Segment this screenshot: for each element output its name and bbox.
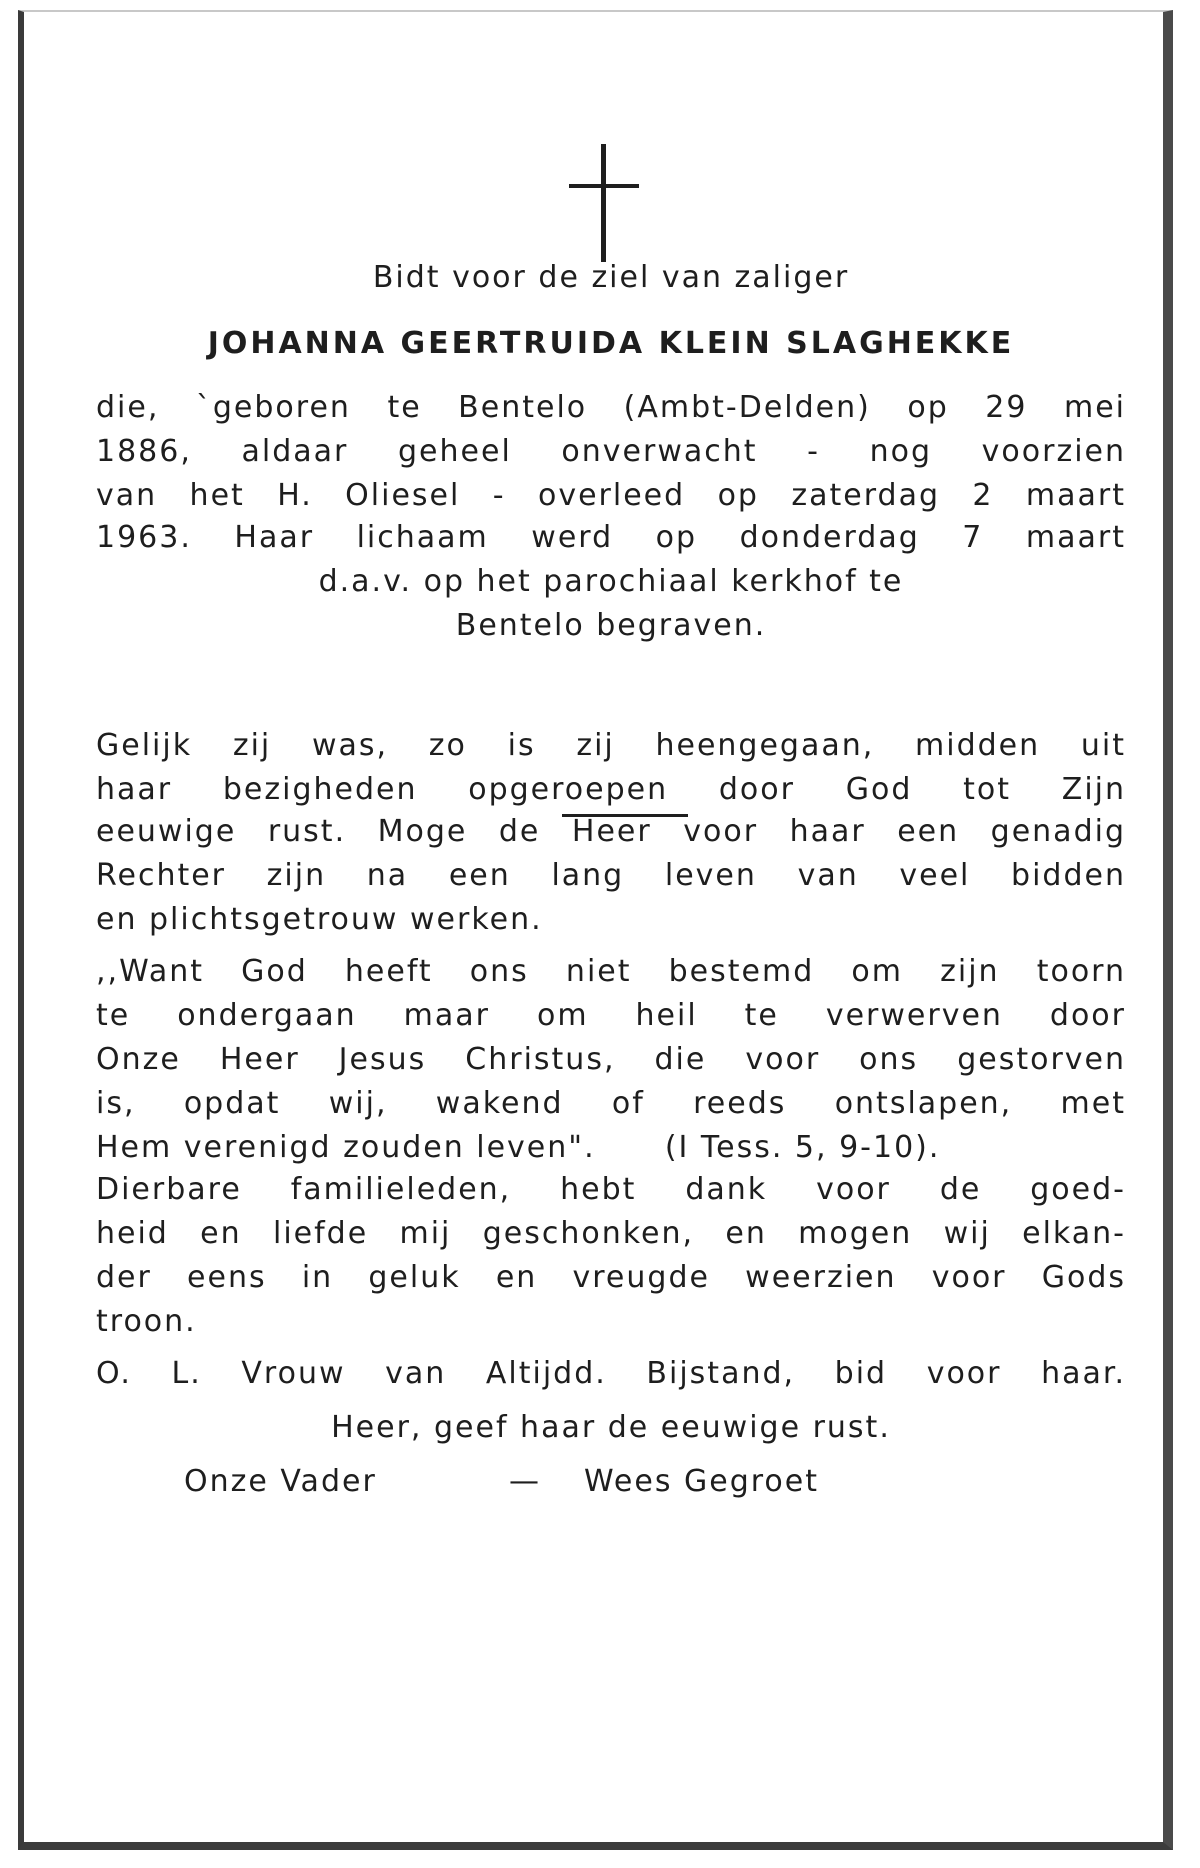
scripture-line: Onze Heer Jesus Christus, die voor ons gestorven bbox=[96, 1042, 1126, 1077]
scripture-line: te ondergaan maar om heil te verwerven door bbox=[96, 998, 1126, 1033]
reflection-line: eeuwige rust. Moge de Heer voor haar een genadig bbox=[96, 814, 1126, 849]
reflection-line: en plichtsgetrouw werken. bbox=[96, 902, 543, 937]
farewell-line: Dierbare familieleden, hebt dank voor de goed- bbox=[96, 1172, 1126, 1207]
closing-invocation: O. L. Vrouw van Altijdd. Bijstand, bid voor haar. bbox=[96, 1356, 1126, 1391]
prayer-onze-vader: Onze Vader bbox=[184, 1464, 377, 1499]
farewell-line: der eens in geluk en vreugde weerzien voor Gods bbox=[96, 1260, 1126, 1295]
farewell-line: heid en liefde mij geschonken, en mogen wij elkan- bbox=[96, 1216, 1126, 1251]
prayer-wees-gegroet: Wees Gegroet bbox=[584, 1464, 819, 1499]
biography-line: die, `geboren te Bentelo (Ambt-Delden) op 29 mei bbox=[96, 390, 1126, 425]
reflection-line: Rechter zijn na een lang leven van veel bidden bbox=[96, 858, 1126, 893]
biography-line: van het H. Oliesel - overleed op zaterdag 2 maart bbox=[96, 478, 1126, 513]
farewell-line: troon. bbox=[96, 1304, 197, 1339]
reflection-line: haar bezigheden opgeroepen door God tot Zijn bbox=[96, 772, 1126, 807]
biography-line: 1886, aldaar geheel onverwacht - nog voorzien bbox=[96, 434, 1126, 469]
rest-prayer: Heer, geef haar de eeuwige rust. bbox=[331, 1410, 891, 1445]
prayer-dash: — bbox=[509, 1464, 541, 1499]
biography-line: 1963. Haar lichaam werd op donderdag 7 maart bbox=[96, 520, 1126, 555]
prayer-row bbox=[184, 1464, 954, 1500]
scripture-line: ,,Want God heeft ons niet bestemd om zijn toorn bbox=[96, 954, 1126, 989]
invocation-heading: Bidt voor de ziel van zaliger bbox=[372, 260, 850, 295]
biography-line: Bentelo begraven. bbox=[455, 608, 767, 643]
scripture-line: is, opdat wij, wakend of reeds ontslapen, met bbox=[96, 1086, 1126, 1121]
memorial-card bbox=[18, 10, 1173, 1850]
deceased-name: JOHANNA GEERTRUIDA KLEIN SLAGHEKKE bbox=[207, 326, 1015, 361]
scripture-citation-line: Hem verenigd zouden leven". (I Tess. 5, 9-10). bbox=[96, 1130, 941, 1165]
biography-line: d.a.v. op het parochiaal kerkhof te bbox=[318, 564, 904, 599]
cross-icon bbox=[569, 144, 639, 262]
reflection-line: Gelijk zij was, zo is zij heengegaan, midden uit bbox=[96, 728, 1126, 763]
